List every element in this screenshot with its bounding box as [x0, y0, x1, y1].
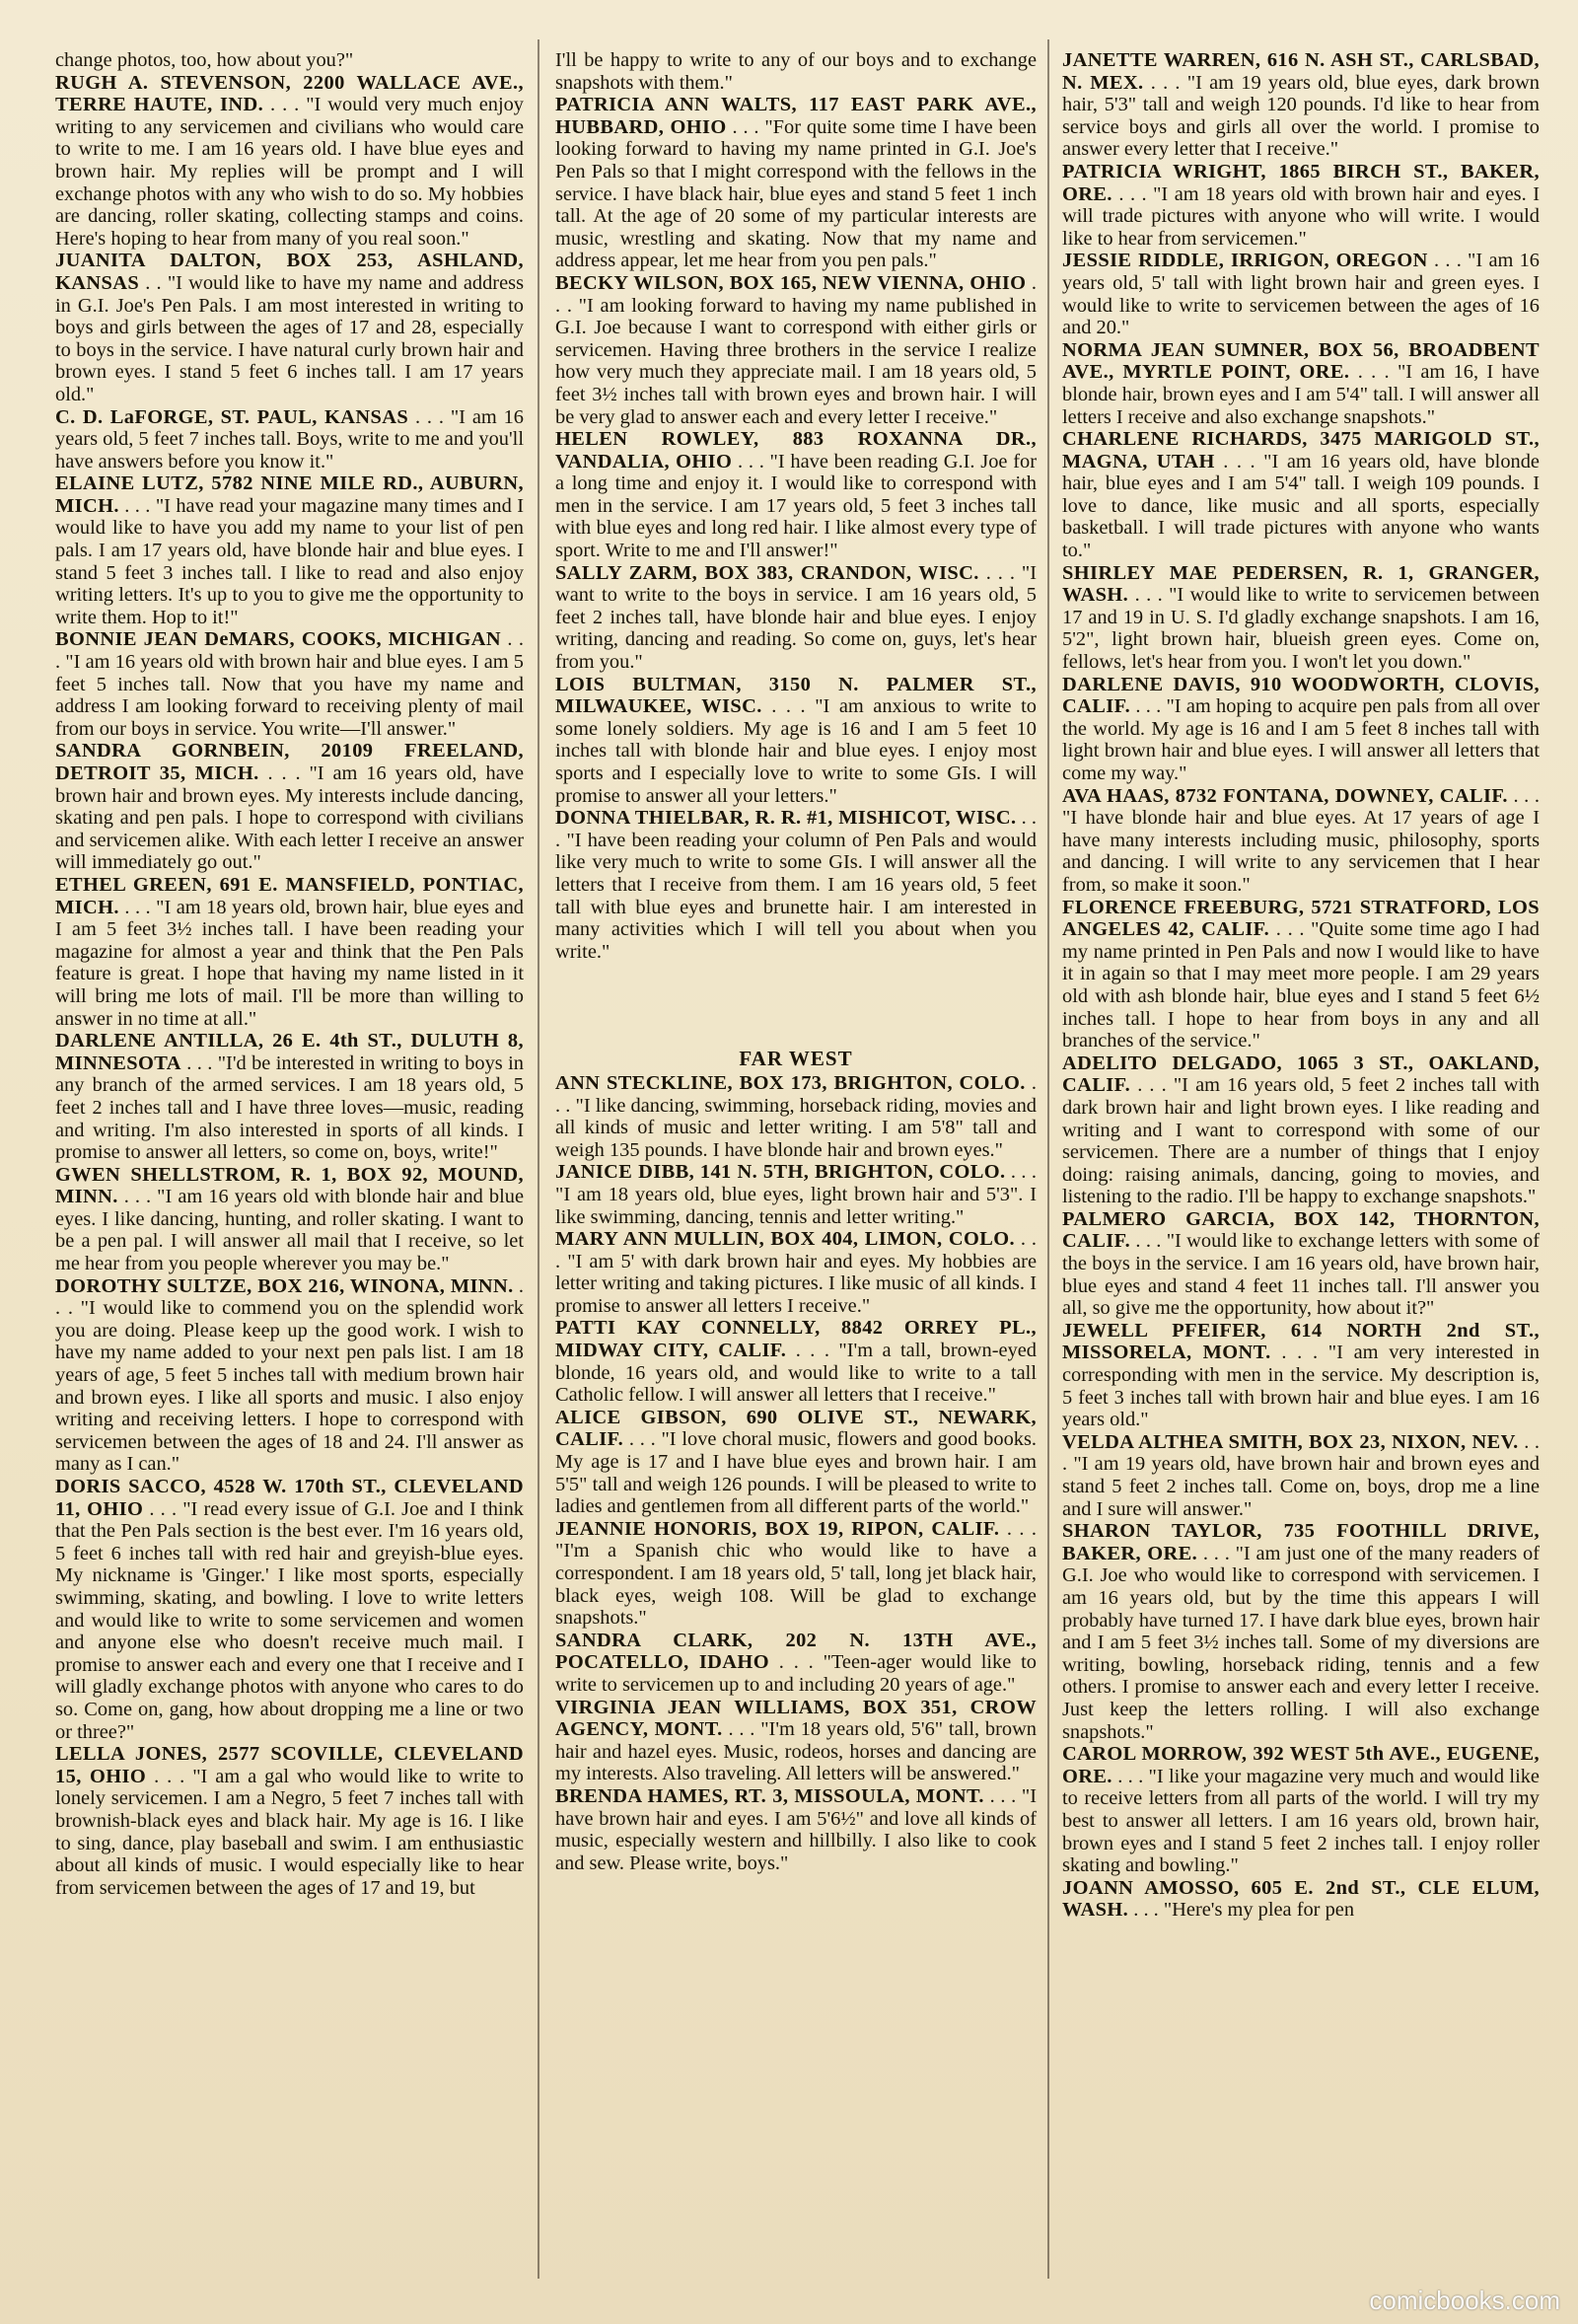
entry-name-address: SALLY ZARM, BOX 383, CRANDON, WISC.: [555, 561, 979, 584]
pen-pal-entry: [55, 406, 524, 473]
entry-text: . . . "I am anxious to write to some lonely soldiers. My age is 16 and I am 5 feet 10 inches tall with blonde hair and blue eyes. I enjoy most sports and I especially love to write to some GIs. I will promise to answer all your letters.": [555, 695, 1037, 807]
entry-text: . . . "I am 16 years old, 5 feet 7 inches tall. Boys, write to me and you'll have answers before you know it.": [55, 405, 524, 472]
column-1: [55, 49, 524, 2269]
entry-name-address: ALICE GIBSON, 690 OLIVE ST., NEWARK, CALIF.: [555, 1406, 1037, 1451]
entry-text: . . . "I have been reading your column of Pen Pals and would like very much to write to some GIs. I will answer all the letters that I receive from them. I am 16 years old, 5 feet tall with blue eyes and brunette hair. I am interested in many activities which I will tell you about when you write.": [555, 807, 1037, 963]
entry-name-address: ELAINE LUTZ, 5782 NINE MILE RD., AUBURN, MICH.: [55, 472, 524, 517]
column-2: [555, 49, 1037, 2269]
pen-pal-entry: [1062, 339, 1540, 428]
pen-pal-entry: [55, 49, 524, 72]
column-divider: [1047, 39, 1049, 2279]
pen-pal-entry: [1062, 1877, 1540, 1922]
entry-text: . . . "I like your magazine very much and would like to receive letters from all parts of the world. I will try my best to answer all letters. I am 16 years old, brown hair, brown eyes and I stand 5 feet 2 inches tall. I enjoy roller skating and bowling.": [1062, 1765, 1540, 1877]
entry-text: . . . "I would very much enjoy writing to any servicemen and civilians who would care to write to me. I am 16 years old. I have blue eyes and brown hair. My replies will be prompt and I will exchange photos with any who wish to do so. My hobbies are dancing, roller skating, collecting stamps and coins. Here's hoping to hear from many of you real soon.": [55, 94, 524, 250]
column-3: [1062, 49, 1540, 2269]
entry-name-address: LELLA JONES, 2577 SCOVILLE, CLEVELAND 15, OHIO: [55, 1743, 524, 1787]
entry-text: . . . "I'm a tall, brown-eyed blonde, 16 years old, and would like to write to a tall Catholic fellow. I will answer all letters that I receive.": [555, 1340, 1037, 1407]
entry-text: . . . "I am 16 years old, 5' tall with light brown hair and green eyes. I would like to write to servicemen between the ages of 16 and 20.": [1062, 250, 1540, 339]
entry-text: change photos, too, how about you?": [55, 49, 354, 71]
pen-pal-entry: [555, 49, 1037, 94]
section-title: FAR WEST: [739, 1047, 853, 1071]
entry-name-address: DARLENE ANTILLA, 26 E. 4th ST., DULUTH 8, MINNESOTA: [55, 1030, 524, 1074]
pen-pal-entry: [555, 1630, 1037, 1697]
entry-text: . . . "I am 16, I have blonde hair, brown eyes and I am 5'4" tall. I will answer all letters I receive and also exchange snapshots.": [1062, 361, 1540, 428]
pen-pal-entry: [1062, 1743, 1540, 1877]
entry-text: . . . "I'm 18 years old, 5'6" tall, brown hair and hazel eyes. Music, rodeos, horses and dancing are my interests. Also traveling. All letters will be answered.": [555, 1718, 1037, 1785]
entry-name-address: BONNIE JEAN DeMARS, COOKS, MICHIGAN: [55, 628, 501, 651]
pen-pal-entry: [1062, 250, 1540, 338]
pen-pal-entry: [1062, 1053, 1540, 1208]
entry-text: . . . "I would like to exchange letters with some of the boys in the service. I am 16 years old, have brown hair, blue eyes and stand 4 feet 11 inches tall. I'll answer you all, so give me the opportunity, how about it?": [1062, 1230, 1540, 1320]
pen-pal-entry: [555, 1072, 1037, 1161]
entry-name-address: AVA HAAS, 8732 FONTANA, DOWNEY, CALIF.: [1062, 784, 1508, 807]
entry-name-address: CAROL MORROW, 392 WEST 5th AVE., EUGENE, ORE.: [1062, 1743, 1540, 1787]
entry-text: . . . "I am just one of the many readers of G.I. Joe who would like to correspond with servicemen. I am 16 years old, but by the time this appears I will probably have turned 17. I have dark blue eyes, brown hair and I am 5 feet 3½ inches tall. Some of my diversions are writing, bowling, horseback riding, tennis and a few others. I promise to answer each and every letter I receive. Just keep the letters rolling. I will also exchange snapshots.": [1062, 1542, 1540, 1743]
entry-name-address: MARY ANN MULLIN, BOX 404, LIMON, COLO.: [555, 1228, 1015, 1251]
pen-pal-entry: [1062, 674, 1540, 785]
entry-name-address: VELDA ALTHEA SMITH, BOX 23, NIXON, NEV.: [1062, 1430, 1519, 1453]
entry-text: . . . "I am 19 years old, blue eyes, dark brown hair, 5'3" tall and weigh 120 pounds. I'd like to hear from service boys and girls all over the world. I promise to answer every letter that I receive.": [1062, 71, 1540, 161]
entry-name-address: PATRICIA ANN WALTS, 117 EAST PARK AVE., HUBBARD, OHIO: [555, 94, 1037, 138]
pen-pal-entry: [55, 740, 524, 874]
entry-name-address: DONNA THIELBAR, R. R. #1, MISHICOT, WISC.: [555, 807, 1017, 830]
pen-pal-entry: [555, 1697, 1037, 1785]
entry-name-address: SHIRLEY MAE PEDERSEN, R. 1, GRANGER, WASH.: [1062, 561, 1540, 607]
entry-text: . . . "I am hoping to acquire pen pals from all over the world. My age is 16 and I am 5 feet 8 inches tall with light brown hair and blue eyes. I will answer all letters that come my way.": [1062, 695, 1540, 784]
entry-text: . . . "I am 18 years old, brown hair, blue eyes and I am 5 feet 3½ inches tall. I have been reading your magazine for almost a year and think that the Pen Pals feature is great. I hope that having my name listed in it will bring me lots of mail. I'll be more than willing to answer in no time at all.": [55, 896, 524, 1030]
entry-text: . . . "I like dancing, swimming, horseback riding, movies and all kinds of music and letter writing. I am 5'8" tall and weigh 135 pounds. I have blonde hair and brown eyes.": [555, 1071, 1037, 1161]
entry-name-address: JOANN AMOSSO, 605 E. 2nd ST., CLE ELUM, WASH.: [1062, 1876, 1540, 1922]
entry-text: . . . "I am 16 years old, have blonde hair, blue eyes and I am 5'4" tall. I weigh 109 pounds. I love to dance, like music and all sports, especially basketball. I will trade pictures with anyone who wants to.": [1062, 450, 1540, 562]
entry-name-address: PATRICIA WRIGHT, 1865 BIRCH ST., BAKER, ORE.: [1062, 160, 1540, 205]
entry-name-address: SANDRA GORNBEIN, 20109 FREELAND, DETROIT 35, MICH.: [55, 740, 524, 784]
entry-text: . . . "I would like to commend you on the splendid work you are doing. Please keep up the good work. I wish to have my name added to your next pen pals list. I am 18 years of age, 5 feet 5 inches tall with medium brown hair and brown eyes. I like all sports and music. I also enjoy writing and receiving letters. I hope to correspond with servicemen between the ages of 18 and 24. I'll answer as many as I can.": [55, 1274, 524, 1476]
entry-text: . . . "I have blonde hair and blue eyes. At 17 years of age I have many interests including music, philosophy, sports and dancing. I will write to any servicemen that I hear from, so make it soon.": [1062, 784, 1540, 896]
entry-text: . . . "I am looking forward to having my name published in G.I. Joe because I want to correspond with either girls or servicemen. Having three brothers in the service I realize how very much they appreciate mail. I am 18 years old, 5 feet 3½ inches tall with brown eyes and brown hair. I will be very glad to answer each and every letter I receive.": [555, 271, 1037, 428]
pen-pal-entry: [55, 72, 524, 251]
pen-pal-entry: [55, 472, 524, 628]
pen-pal-entry: [555, 562, 1037, 674]
entry-name-address: GWEN SHELLSTROM, R. 1, BOX 92, MOUND, MINN.: [55, 1163, 524, 1208]
entry-text: . . . "I am 16 years old with blonde hair and blue eyes. I like dancing, hunting, and roller skating. I want to be a pen pal. I will answer all mail that I receive, so let me hear from you people wherever you may be.": [55, 1186, 524, 1275]
entry-text: . . . "I am 18 years old with brown hair and eyes. I will trade pictures with anyone who will write. I would like to hear from servicemen.": [1062, 182, 1540, 250]
entry-name-address: JEANNIE HONORIS, BOX 19, RIPON, CALIF.: [555, 1517, 1000, 1540]
entry-name-address: JUANITA DALTON, BOX 253, ASHLAND, KANSAS: [55, 250, 524, 294]
entry-text: . . . "Here's my plea for pen: [1128, 1899, 1355, 1922]
entry-text: I'll be happy to write to any of our boys and to exchange snapshots with them.": [555, 49, 1037, 94]
pen-pal-entry: [55, 1030, 524, 1164]
pen-pal-entry: [555, 1785, 1037, 1874]
entry-name-address: ETHEL GREEN, 691 E. MANSFIELD, PONTIAC, MICH.: [55, 873, 524, 918]
entry-name-address: C. D. LaFORGE, ST. PAUL, KANSAS: [55, 405, 409, 428]
pen-pal-entry: [55, 1164, 524, 1275]
entry-text: . . . "I am a gal who would like to write to lonely servicemen. I am a Negro, 5 feet 7 inches tall with brownish-black eyes and black hair. My age is 16. I like to sing, dance, play baseball and swim. I am enthusiastic about all kinds of music. I would especially like to hear from servicemen between the ages of 17 and 19, but: [55, 1765, 524, 1899]
entry-name-address: CHARLENE RICHARDS, 3475 MARIGOLD ST., MAGNA, UTAH: [1062, 428, 1540, 472]
pen-pal-entry: [55, 628, 524, 740]
pen-pal-entry: [1062, 1520, 1540, 1743]
pen-pal-entry: [55, 250, 524, 405]
pen-pal-entry: [55, 1476, 524, 1743]
entry-text: . . . "I'd be interested in writing to boys in any branch of the armed services. I am 18 years old, 5 feet 2 inches tall and I have three loves—music, reading and writing. I'm also interested in sports of all kinds. I promise to answer all letters, so come on, boys, write!": [55, 1052, 524, 1164]
entry-name-address: NORMA JEAN SUMNER, BOX 56, BROADBENT AVE., MYRTLE POINT, ORE.: [1062, 338, 1540, 384]
pen-pal-entry: [555, 1317, 1037, 1406]
pen-pal-entry: [555, 272, 1037, 428]
entry-text: . . . "I am 18 years old, blue eyes, light brown hair and 5'3". I like swimming, dancing, tennis and letter writing.": [555, 1161, 1037, 1228]
entry-name-address: DOROTHY SULTZE, BOX 216, WINONA, MINN.: [55, 1274, 514, 1297]
pen-pal-entry: [1062, 428, 1540, 562]
pen-pal-entry: [555, 428, 1037, 562]
entry-name-address: BRENDA HAMES, RT. 3, MISSOULA, MONT.: [555, 1784, 984, 1807]
pen-pal-entry: [55, 1743, 524, 1899]
pen-pal-entry: [555, 674, 1037, 808]
pen-pal-entry: [555, 1161, 1037, 1228]
pen-pal-entry: [555, 1518, 1037, 1630]
entry-text: . . . "For quite some time I have been looking forward to having my name printed in G.I. Joe's Pen Pals so that I might correspond with the fellows in the service. I have black hair, blue eyes and stand 5 feet 1 inch tall. At the age of 20 some of my particular interests are music, wrestling and skating. Now that my name and address appear, let me hear from you pen pals.": [555, 115, 1037, 272]
entry-text: . . . "I'm a Spanish chic who would like to have a correspondent. I am 18 years old, 5' tall, long jet black hair, black eyes, weigh 108. Will be glad to exchange snapshots.": [555, 1517, 1037, 1630]
entry-text: . . . "I have been reading G.I. Joe for a long time and enjoy it. I would like to correspond with men in the service. I am 17 years old, 5 feet 3 inches tall with blue eyes and long red hair. I like almost every type of sport. Write to me and I'll answer!": [555, 450, 1037, 562]
entry-name-address: SANDRA CLARK, 202 N. 13TH AVE., POCATELLO, IDAHO: [555, 1629, 1037, 1674]
pen-pal-entry: [55, 874, 524, 1030]
entry-name-address: JESSIE RIDDLE, IRRIGON, OREGON: [1062, 250, 1428, 272]
entry-text: . . . "I am 16 years old, 5 feet 2 inches tall with dark brown hair and light brown eyes. I like reading and writing and I want to correspond with some of our servicemen. There are a number of things that I enjoy doing: raising animals, dancing, going to movies, and listening to the radio. I'll be happy to exchange snapshots.": [1062, 1074, 1540, 1208]
pen-pal-entry: [1062, 161, 1540, 250]
entry-text: . . . "I have brown hair and eyes. I am 5'6½" and love all kinds of music, especially western and hillbilly. I also like to cook and sew. Please write, boys.": [555, 1784, 1037, 1874]
pen-pal-entry: [1062, 785, 1540, 897]
pen-pal-entry: [555, 1228, 1037, 1317]
entry-name-address: ANN STECKLINE, BOX 173, BRIGHTON, COLO.: [555, 1071, 1026, 1094]
pen-pal-entry: [1062, 1208, 1540, 1320]
entry-name-address: DARLENE DAVIS, 910 WOODWORTH, CLOVIS, CALIF.: [1062, 673, 1540, 718]
entry-text: . . . "I read every issue of G.I. Joe and I think that the Pen Pals section is the best ever. I'm 16 years old, 5 feet 6 inches tall with red hair and greyish-blue eyes. My nickname is 'Ginger.' I like most sports, especially swimming, skating, and bowling. I love to write letters and would like to write to some servicemen and women and anyone else who doesn't receive much mail. I promise to answer each and every one that I receive and I will gladly exchange photos with anyone who cares to do so. Come on, gang, how about dropping me a line or two or three?": [55, 1497, 524, 1743]
pen-pal-entry: [1062, 49, 1540, 161]
entry-name-address: JANICE DIBB, 141 N. 5TH, BRIGHTON, COLO.: [555, 1161, 1006, 1184]
column-divider: [538, 39, 539, 2279]
entry-name-address: VIRGINIA JEAN WILLIAMS, BOX 351, CROW AGENCY, MONT.: [555, 1696, 1037, 1741]
entry-text: . . . "I love choral music, flowers and good books. My age is 17 and I have blue eyes and brown hair. I am 5'5" tall and weigh 126 pounds. I will be pleased to write to ladies and gentlemen from all different parts of the world.": [555, 1428, 1037, 1518]
entry-text: . . . "Quite some time ago I had my name printed in Pen Pals and now I would like to have it in again so that I may meet more people. I am 29 years old with ash blonde hair, blue eyes and I stand 5 feet 6½ inches tall. I hope to hear from boys in any and all branches of the service.": [1062, 918, 1540, 1053]
pen-pal-entry: [55, 1275, 524, 1476]
entry-text: . . "I would like to have my name and address in G.I. Joe's Pen Pals. I am most interested in writing to boys and girls between the ages of 17 and 28, especially to boys in the service. I have natural curly brown hair and brown eyes. I stand 5 feet 6 inches tall. I am 17 years old.": [55, 271, 524, 405]
entry-name-address: HELEN ROWLEY, 883 ROXANNA DR., VANDALIA, OHIO: [555, 428, 1037, 472]
entry-name-address: LOIS BULTMAN, 3150 N. PALMER ST., MILWAUKEE, WISC.: [555, 673, 1037, 718]
entry-name-address: SHARON TAYLOR, 735 FOOTHILL DRIVE, BAKER, ORE.: [1062, 1520, 1540, 1564]
entry-text: . . . "I am 16 years old with brown hair and blue eyes. I am 5 feet 5 inches tall. Now that you have my name and address I am looking forward to receiving plenty of mail from our boys in service. You write—I'll answer.": [55, 628, 524, 740]
pen-pal-entry: [555, 1407, 1037, 1518]
entry-text: . . . "I am 19 years old, have brown hair and brown eyes and stand 5 feet 2 inches tall. Come on, boys, drop me a line and I sure will answer.": [1062, 1430, 1540, 1520]
entry-name-address: PALMERO GARCIA, BOX 142, THORNTON, CALIF.: [1062, 1207, 1540, 1253]
entry-text: . . . "I am very interested in corresponding with men in the service. My description is, 5 feet 3 inches tall with brown hair and blue eyes. I am 16 years old.": [1062, 1342, 1540, 1431]
entry-name-address: ADELITO DELGADO, 1065 3 ST., OAKLAND, CALIF.: [1062, 1052, 1540, 1097]
entry-name-address: FLORENCE FREEBURG, 5721 STRATFORD, LOS ANGELES 42, CALIF.: [1062, 896, 1540, 941]
entry-name-address: BECKY WILSON, BOX 165, NEW VIENNA, OHIO: [555, 271, 1027, 294]
pen-pal-entry: [1062, 897, 1540, 1053]
pen-pal-entry: [1062, 562, 1540, 674]
entry-text: . . . "I am 5' with dark brown hair and eyes. My hobbies are letter writing and taking pictures. I like music of all kinds. I promise to answer all letters I receive.": [555, 1228, 1037, 1317]
entry-text: . . . "I have read your magazine many times and I would like to have you add my name to your list of pen pals. I am 17 years old, have blonde hair and blue eyes. I stand 5 feet 3 inches tall. I like to read and also enjoy writing letters. It's up to you to give me the opportunity to write them. Hop to it!": [55, 494, 524, 628]
watermark: comicbooks.com: [1369, 2286, 1560, 2315]
entry-text: . . . "I want to write to the boys in service. I am 16 years old, 5 feet 2 inches tall, have blonde hair and blue eyes. I enjoy writing, dancing and reading. So come on, guys, let's hear from you.": [555, 561, 1037, 674]
entry-text: . . . "Teen-ager would like to write to servicemen up to and including 20 years of age.": [555, 1651, 1037, 1696]
entry-name-address: JEWELL PFEIFER, 614 NORTH 2nd ST., MISSORELA, MONT.: [1062, 1319, 1540, 1364]
pen-pal-entry: [1062, 1320, 1540, 1431]
entry-text: . . . "I am 16 years old, have brown hair and brown eyes. My interests include dancing, skating and pen pals. I hope to correspond with civilians and servicemen alike. With each letter I receive an answer will immediately go out.": [55, 763, 524, 874]
pen-pal-entry: [555, 94, 1037, 272]
entry-name-address: DORIS SACCO, 4528 W. 170th ST., CLEVELAND 11, OHIO: [55, 1476, 524, 1520]
entry-name-address: JANETTE WARREN, 616 N. ASH ST., CARLSBAD, N. MEX.: [1062, 49, 1540, 94]
entry-name-address: RUGH A. STEVENSON, 2200 WALLACE AVE., TERRE HAUTE, IND.: [55, 71, 524, 116]
entry-text: . . . "I would like to write to servicemen between 17 and 19 in U. S. I'd gladly exchange snapshots. I am 16, 5'2", light brown hair, blueish green eyes. Come on, fellows, let's hear from you. I won't let you down.": [1062, 584, 1540, 674]
entry-name-address: PATTI KAY CONNELLY, 8842 ORREY PL., MIDWAY CITY, CALIF.: [555, 1317, 1037, 1362]
pen-pal-entry: [555, 807, 1037, 963]
pen-pal-entry: [1062, 1431, 1540, 1520]
